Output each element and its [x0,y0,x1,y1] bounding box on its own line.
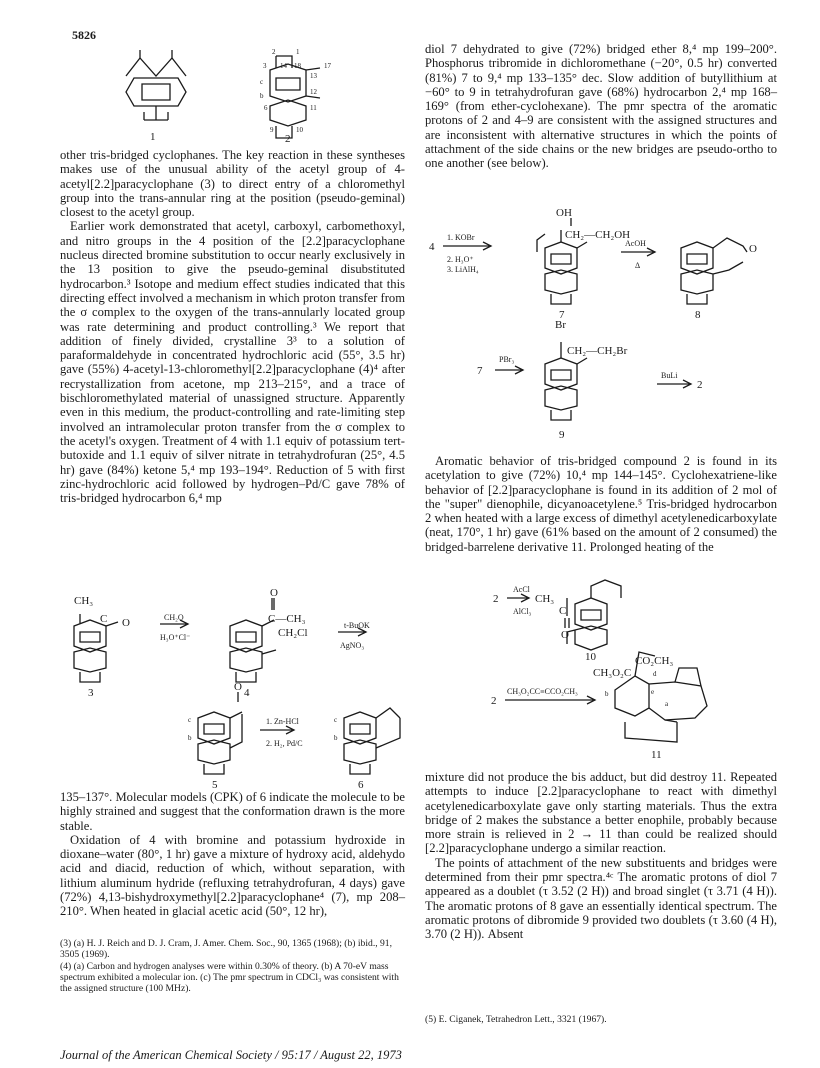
atom-b: b [605,690,609,698]
atom-label-17: 17 [324,62,331,70]
reagent-pbr3: PBr₃ [499,355,515,364]
reagent-delta: Δ [635,261,641,270]
paragraph: diol 7 dehydrated to give (72%) bridged ether 8,⁴ mp 199–200°. Phosphorus tribromide in dichloromethane (−20°, 0.5 hr) converted (81%) 7 to 9,⁴ mp 133–135° dec. Slow addition of butyllithium at −60° to 9 in tetrahydrofuran gave (68%) hydrocarbon 2,⁴ mp 168–169° (from ether-cyclohexane). The pmr spectra of the aromatic protons of 2 and 4–9 are consistent with the assigned structures and are inconsistent with alternative structures in which the points of attachment of the side chains or the new bridges are pseudo-ortho to one another (see below). [425,42,777,171]
scheme-7-8-9 [425,207,780,452]
c-ch3-label: C—CH₃ [268,613,306,625]
atom-label-13: 13 [310,72,317,80]
product-2: 2 [697,379,703,391]
footnote: (3) (a) H. J. Reich and D. J. Cram, J. Amer. Chem. Soc., 90, 1365 (1968); (b) ibid., 91, 3505 (1969). [60,938,393,960]
o-label-4: O [270,587,278,599]
atom-label-2: 2 [272,48,276,56]
reagent-dmad: CH₃O₂CC≡CCO₂CH₃ [507,687,578,696]
label-3: 3 [88,687,94,699]
reagent-h2: 2. H₂, Pd/C [266,739,303,748]
label-2: 2 [285,133,291,145]
atom-label-1: 1 [296,48,300,56]
o-label: O [561,629,569,641]
atom-label-11: 11 [310,104,317,112]
oh-label: OH [556,207,572,219]
reagent-kobr: 1. KOBr [447,233,475,242]
ch3-label: CH₃ [74,595,94,607]
start-4: 4 [429,241,435,253]
atom-a: a [665,700,669,708]
right-column-text-2 [425,454,777,554]
atom-label-3: 3 [263,62,267,70]
atom-label-9: 9 [270,126,274,134]
reagent-alcl3: AlCl₃ [513,607,532,616]
reagent-acoh: AcOH [625,239,646,248]
label-10: 10 [585,651,596,663]
label-1: 1 [150,131,156,143]
reagent-zn: 1. Zn-HCl [266,717,299,726]
footnote-right: (5) E. Ciganek, Tetrahedron Lett., 3321 (1967). [425,1014,607,1025]
right-column-text-1 [425,42,777,171]
label-5: 5 [212,779,218,791]
br-label: Br [555,319,566,331]
atom-e: e [651,688,655,696]
label-6: 6 [358,779,364,791]
paragraph: 135–137°. Molecular models (CPK) of 6 indicate the molecule to be highly strained and suggest that the conformation drawn is the more stable. [60,790,405,833]
c-label: C [559,605,567,617]
footnote: (4) (a) Carbon and hydrogen analyses were within 0.30% of theory. (b) A 70-eV mass spectrum exhibited a molecular ion. (c) The pmr spectrum in CDCl₃ was consistent with the assigned structure (100 MHz). [60,961,399,994]
start-2: 2 [493,593,499,605]
reagent-ch2o: CH₂O [164,613,184,622]
atom-b-5: b [188,734,192,742]
atom-label-b: b [260,92,264,100]
atom-label-c: c [260,78,264,86]
paragraph: other tris-bridged cyclophanes. The key reaction in these syntheses makes use of the unusual ability of the acetyl group of 4-acetyl[2.2]paracyclophane (3) to direct entry of a chloromethyl group into the trans-annular ring at the position (pseudo-geminal) closest to the acetyl group. [60,148,405,220]
c-label: C [100,613,108,625]
footnotes-left [60,938,405,995]
atom-label-6: 6 [264,104,268,112]
left-column-text-2 [60,790,405,919]
reagent-h3o: H₃O⁺Cl⁻ [160,633,191,642]
paragraph: Oxidation of 4 with bromine and potassium hydroxide in dioxane–water (80°, 1 hr) gave a mixture of hydroxy acid, aldehydo acid and diacid, reduction of which, without separation, with lithium aluminum hydride (refluxing tetrahydrofuran, 4 days) gave (72%) 4,13-bishydroxymethyl[2.2]paracyclophane⁴ (7), mp 208–210°. When heated in glacial acetic acid (50°, 12 hr), [60,832,405,919]
label-11: 11 [651,749,662,761]
atom-d: d [653,670,657,678]
atom-label-14: 14 [280,62,287,70]
o-label: O [122,617,130,629]
co2ch3-label: CO₂CH₃ [635,655,674,667]
reagent-tbuok: t-BuOK [344,621,370,630]
reagent-accl: AcCl [513,585,530,594]
page-number: 5826 [72,28,96,42]
o-label-5: O [234,681,242,693]
paragraph: Earlier work demonstrated that acetyl, carboxyl, carbomethoxyl, and nitro groups in the 4 position of the [2.2]paracyclophane nucleus directed bromine substitution to occur nearly exclusively in the 13 position to give the pseudo-geminal disubstituted hydrocarbon.³ Isotope and medium effect studies indicated that this directing effect involved a mechanism in which proton transfer from the σ complex to the oxygen of the trans-annularly located group was rate determining and product controlling.³ We report that addition of finely divided, crystalline 3³ to a solution of paraformaldehyde in concentrated hydrochloric acid (55°, 3.5 hr) gave (55%) 4-acetyl-13-chloromethyl[2.2]paracyclophane (4)⁴ after recrystallization from acetone, mp 213–215°, and a trace of bischloromethylated material of unassigned structure. Apparently even in this medium, the product-controlling and rate-limiting step involved an intramolecular proton transfer from the σ complex to the acetyl's oxygen. Treatment of 4 with 1.1 equiv of potassium tert-butoxide and 1.1 equiv of silver nitrate in tetrahydrofuran (25°, 4.5 hr) gave (84%) ketone 5,⁴ mp 193–194°. Reduction of 5 with first zinc-hydrochloric acid followed by hydrogen–Pd/C gave 78% of tris-bridged hydrocarbon 6,⁴ mp [60,219,405,506]
ch2-ch2oh-label: CH₂—CH₂OH [565,229,631,241]
reagent-agno3: AgNO₃ [340,641,365,650]
ch3-label: CH₃ [535,593,555,605]
label-7: 7 [559,309,565,321]
paragraph: mixture did not produce the bis adduct, but did destroy 11. Repeated attempts to induce [2.2]paracyclophane to react with dimethyl acetylenedicarboxylate gave only starting materials. Thus the extra bridge of 2 makes the substance a better enophile, probably because more strain is relieved in 2 → 11 than could be realized should [2.2]paracyclophane undergo a similar reaction. [425,770,777,856]
scheme-3-4-5-6 [60,587,405,791]
atom-label-10: 10 [296,126,303,134]
atom-c-6: c [334,716,338,724]
ch2-ch2br-label: CH₂—CH₂Br [567,345,628,357]
atom-c-5: c [188,716,192,724]
start-7: 7 [477,365,483,377]
atom-label-12: 12 [310,88,317,96]
left-column-text-1 [60,148,405,505]
reagent-lialh4: 3. LiAlH₄ [447,265,479,274]
journal-footer: Journal of the American Chemical Society / 95:17 / August 22, 1973 [60,1048,402,1062]
atom-b-6: b [334,734,338,742]
label-9: 9 [559,429,565,441]
ch2cl-label: CH₂Cl [278,627,308,639]
structure-diagram-1-2 [120,48,350,143]
scheme-10-11 [425,572,780,772]
label-4: 4 [244,687,250,699]
atom-label-18: 18 [294,62,301,70]
o-label-8: O [749,243,757,255]
start-2b: 2 [491,695,497,707]
label-8: 8 [695,309,701,321]
reagent-buli: BuLi [661,371,678,380]
paragraph: Aromatic behavior of tris-bridged compound 2 is found in its acetylation to give (72%) 10,⁴ mp 144–145°. Cyclohexatriene-like behavior of [2.2]paracyclophane is found in its addition of 2 mol of the "super" dienophile, dicyanoacetylene.⁵ Tris-bridged hydrocarbon 2 when heated with a large excess of dimethyl acetylenedicarboxylate (neat, 170°, 1 hr) gave (61% based on the amount of 2 consumed) the bridged-barrelene derivative 11. Prolonged heating of the [425,454,777,554]
right-column-text-3 [425,770,777,942]
reagent-h3o: 2. H₃O⁺ [447,255,474,264]
ch3o2c-label: CH₃O₂C [593,667,632,679]
paragraph: The points of attachment of the new substituents and bridges were determined from their pmr spectra.⁴ᶜ The aromatic protons of diol 7 appeared as a doublet (τ 3.52 (2 H)) and broad singlet (τ 3.71 (4 H)). The aromatic protons of 8 gave an essentially identical spectrum. The aromatic protons of dibromide 9 provided two doublets (τ 3.60 (4 H), 3.70 (2 H)). Absent [425,855,777,942]
